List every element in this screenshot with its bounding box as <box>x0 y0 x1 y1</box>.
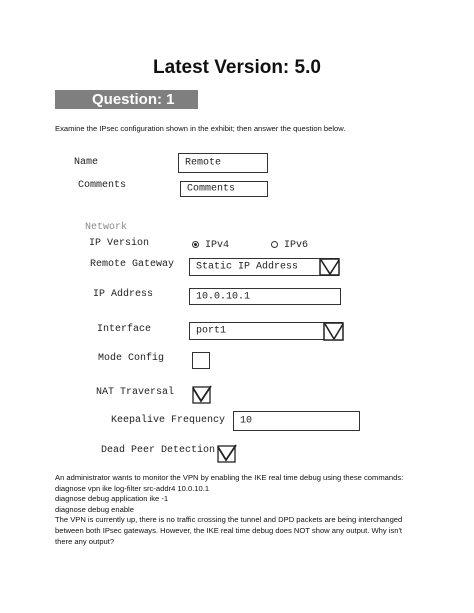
question-line: diagnose debug enable <box>55 504 134 514</box>
ipv6-option[interactable]: IPv6 <box>271 240 308 251</box>
question-line: there any output? <box>55 536 115 546</box>
page-title: Latest Version: 5.0 <box>153 57 321 78</box>
question-label: Question: 1 <box>92 91 175 108</box>
intro-text: Examine the IPsec configuration shown in the exhibit; then answer the question below. <box>55 124 346 133</box>
question-line: between both IPsec gateways. However, the IKE real time debug does NOT show any output. Why isn't <box>55 525 403 535</box>
network-heading: Network <box>85 222 128 233</box>
ipv4-option[interactable]: IPv4 <box>192 240 229 251</box>
keepalive-field[interactable]: 10 <box>233 411 360 431</box>
keepalive-label: Keepalive Frequency <box>111 415 226 426</box>
question-line: diagnose vpn ike log-filter src-addr4 10.0.10.1 <box>55 483 210 493</box>
nat-traversal-label: NAT Traversal <box>96 387 175 398</box>
name-label: Name <box>74 157 99 168</box>
mode-config-checkbox[interactable] <box>192 352 210 369</box>
ip-version-label: IP Version <box>89 238 150 249</box>
remote-gateway-label: Remote Gateway <box>90 259 175 270</box>
radio-selected-icon <box>192 241 199 248</box>
remote-gateway-select[interactable]: Static IP Address <box>189 258 339 276</box>
ip-address-label: IP Address <box>93 289 154 300</box>
dpd-label: Dead Peer Detection <box>101 445 216 456</box>
mode-config-label: Mode Config <box>98 353 165 364</box>
dpd-checkbox[interactable] <box>217 444 237 463</box>
question-text <box>55 473 435 547</box>
comments-label: Comments <box>78 180 127 191</box>
question-line: An administrator wants to monitor the VPN by enabling the IKE real time debug using these commands: <box>55 473 404 482</box>
dropdown-check-icon[interactable] <box>319 258 341 276</box>
question-line: The VPN is currently up, there is no traffic crossing the tunnel and DPD packets are being interchanged <box>55 515 403 525</box>
interface-label: Interface <box>97 324 152 335</box>
dropdown-check-icon[interactable] <box>323 322 345 342</box>
nat-traversal-checkbox[interactable] <box>192 385 212 404</box>
name-field[interactable]: Remote <box>178 153 268 173</box>
question-line: diagnose debug application ike -1 <box>55 494 169 504</box>
interface-select[interactable]: port1 <box>189 322 343 340</box>
ip-address-field[interactable]: 10.0.10.1 <box>189 288 341 305</box>
radio-empty-icon <box>271 241 278 248</box>
comments-field[interactable]: Comments <box>180 181 268 197</box>
